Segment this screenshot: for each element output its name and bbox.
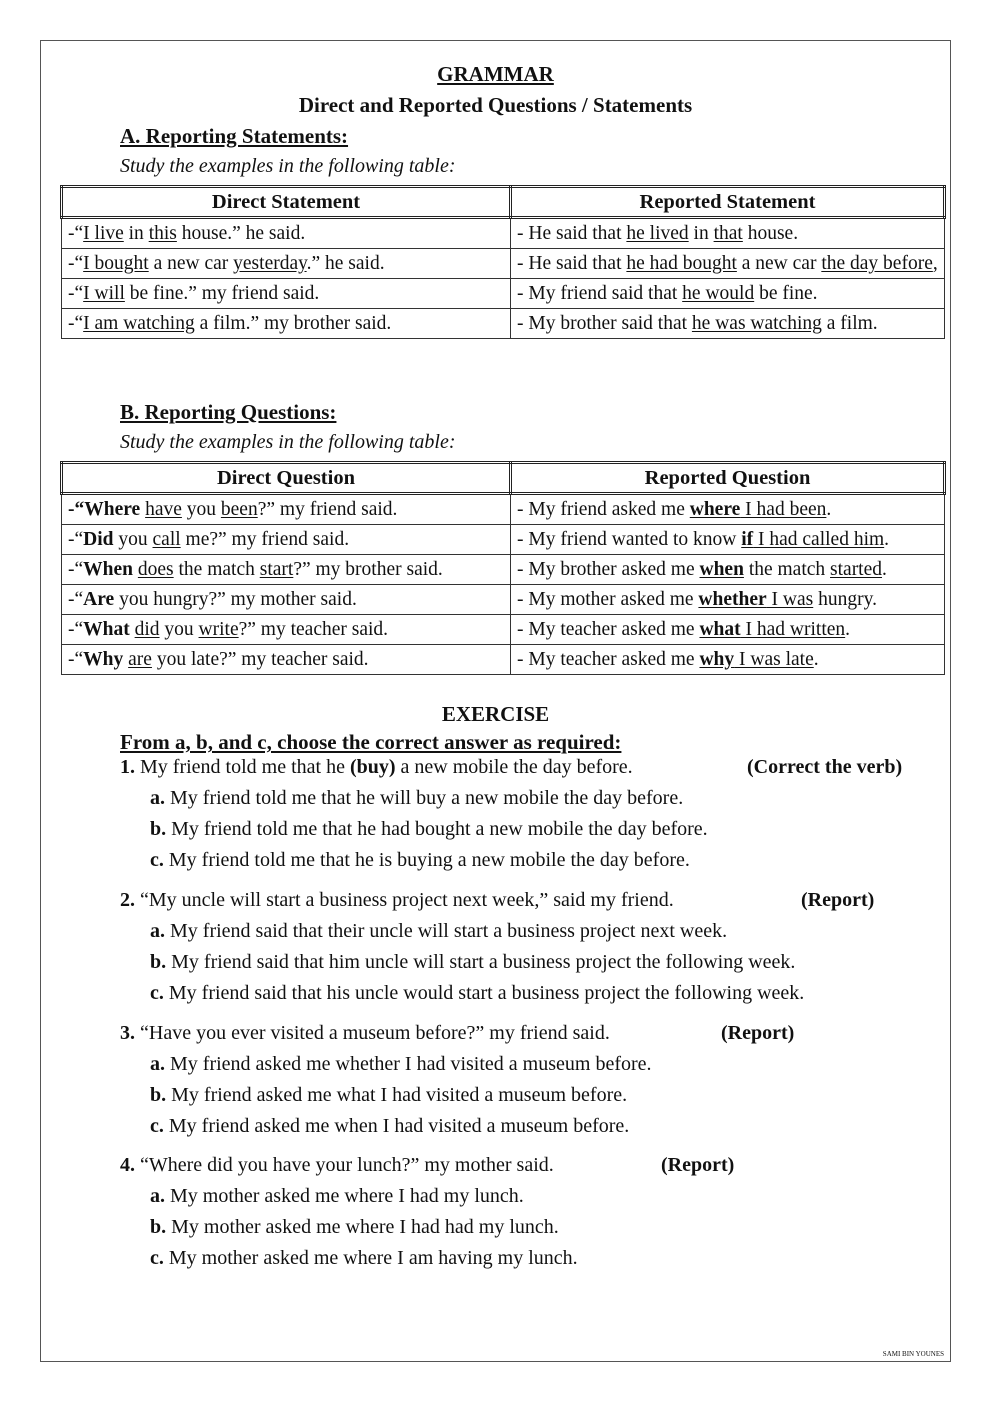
option-text: My friend told me that he will buy a new mobile the day before. — [170, 787, 684, 809]
option-text: My mother asked me where I had my lunch. — [170, 1185, 524, 1207]
text-segment: -“ — [68, 529, 84, 550]
direct-cell — [62, 525, 511, 555]
table-row — [62, 494, 945, 525]
text-segment: house. — [742, 223, 799, 244]
text-segment: -“ — [68, 649, 84, 670]
exercise-instruction: From a, b, and c, choose the correct answer as required: — [120, 730, 622, 754]
text-segment: start — [259, 559, 294, 580]
text-segment: Are — [83, 589, 115, 610]
text-segment: be fine.” my friend said. — [124, 283, 320, 304]
text-segment: you — [113, 529, 153, 550]
section-a-heading: A. Reporting Statements: — [120, 124, 349, 148]
answer-option[interactable] — [150, 1185, 524, 1208]
table-row — [62, 249, 945, 279]
reported-cell — [511, 309, 945, 339]
answer-option[interactable] — [150, 849, 690, 872]
question-instruction-tag: (Report) — [721, 1022, 795, 1044]
statements-table — [60, 185, 946, 339]
text-segment: -“ — [68, 313, 84, 334]
text-segment: - My brother asked me — [517, 559, 700, 580]
text-segment: -“ — [68, 223, 84, 244]
text-segment: - My teacher asked me — [517, 619, 700, 640]
option-text: My friend asked me when I had visited a museum before. — [168, 1115, 630, 1137]
text-segment: -“ — [68, 253, 84, 274]
text-segment: why — [699, 649, 735, 670]
reported-cell — [511, 525, 945, 555]
text-segment: . — [826, 499, 832, 520]
text-segment: , — [932, 253, 938, 274]
text-segment: I live — [83, 223, 124, 244]
section-a-instruction: Study the examples in the following table: — [120, 155, 456, 177]
text-segment: ?” my brother said. — [293, 559, 443, 580]
text-segment: I had been — [740, 499, 827, 520]
text-segment: been — [220, 499, 258, 520]
direct-cell — [62, 218, 511, 249]
option-text: My friend asked me what I had visited a museum before. — [171, 1084, 628, 1106]
question-num: 3. — [120, 1022, 135, 1044]
option-letter: c. — [150, 1247, 164, 1269]
question-text: “Where did you have your lunch?” my mother said. — [135, 1154, 554, 1176]
question-4 — [120, 1154, 554, 1177]
text-segment: -“ — [68, 559, 84, 580]
text-segment: have — [145, 499, 182, 520]
answer-option[interactable] — [150, 982, 804, 1005]
text-segment: Did — [83, 529, 114, 550]
table-row — [62, 525, 945, 555]
option-letter: c. — [150, 1115, 164, 1137]
question-instruction-tag: (Report) — [801, 889, 875, 911]
answer-option[interactable] — [150, 1084, 627, 1107]
answer-option[interactable] — [150, 1115, 629, 1138]
option-letter: c. — [150, 849, 164, 871]
direct-cell — [62, 615, 511, 645]
text-segment: be fine. — [754, 283, 818, 304]
text-segment: he would — [682, 283, 755, 304]
text-segment: I had called him — [753, 529, 885, 550]
option-text: My friend said that his uncle would start a business project the following week. — [168, 982, 805, 1004]
reported-cell — [511, 494, 945, 525]
text-segment: . — [882, 559, 887, 580]
text-segment: a new car — [736, 253, 822, 274]
option-letter: a. — [150, 787, 165, 809]
section-b-heading: B. Reporting Questions: — [120, 400, 337, 424]
text-segment: you hungry?” my mother said. — [114, 589, 357, 610]
exercise-title: EXERCISE — [441, 702, 550, 726]
text-segment: - My friend asked me — [517, 499, 690, 520]
text-segment: this — [148, 223, 177, 244]
text-segment: if — [741, 529, 754, 550]
reported-cell — [511, 615, 945, 645]
column-header: Reported Statement — [511, 187, 945, 218]
table-row — [62, 585, 945, 615]
question-rest: a new mobile the day before. — [395, 756, 633, 778]
answer-option[interactable] — [150, 1247, 578, 1270]
text-segment: he lived — [626, 223, 689, 244]
text-segment: - My mother asked me — [517, 589, 699, 610]
table-row — [62, 218, 945, 249]
text-segment: yesterday — [233, 253, 307, 274]
text-segment: - My friend said that — [517, 283, 683, 304]
reported-cell — [511, 585, 945, 615]
text-segment: ?” my friend said. — [257, 499, 398, 520]
table-row — [62, 555, 945, 585]
direct-cell — [62, 645, 511, 675]
text-segment: Why — [83, 649, 124, 670]
text-segment: I was late — [734, 649, 814, 670]
column-header: Reported Question — [511, 463, 945, 494]
reported-cell — [511, 279, 945, 309]
reported-cell — [511, 249, 945, 279]
text-segment: hungry. — [813, 589, 877, 610]
answer-option[interactable] — [150, 920, 727, 943]
text-segment: started — [830, 559, 883, 580]
text-segment: -“ — [68, 619, 84, 640]
text-segment: a film. — [821, 313, 878, 334]
answer-option[interactable] — [150, 818, 708, 841]
text-segment: you late?” my teacher said. — [151, 649, 369, 670]
text-segment: where — [689, 499, 741, 520]
option-text: My friend told me that he had bought a new mobile the day before. — [171, 818, 708, 840]
text-segment: you — [159, 619, 199, 640]
option-letter: b. — [150, 818, 167, 840]
column-header: Direct Question — [62, 463, 511, 494]
text-segment: does — [137, 559, 174, 580]
option-letter: a. — [150, 920, 165, 942]
question-bold: (buy) — [349, 756, 396, 778]
text-segment: did — [134, 619, 160, 640]
option-letter: b. — [150, 951, 167, 973]
direct-cell — [62, 555, 511, 585]
text-segment: -“ — [68, 499, 85, 520]
question-1 — [120, 756, 633, 779]
option-letter: b. — [150, 1216, 167, 1238]
table-row — [62, 645, 945, 675]
page-title: GRAMMAR — [437, 62, 554, 86]
text-segment: . — [813, 649, 819, 670]
option-text: My friend said that their uncle will start a business project next week. — [170, 920, 728, 942]
question-text: “My uncle will start a business project next week,” said my friend. — [135, 889, 674, 911]
direct-cell — [62, 494, 511, 525]
question-text: “Have you ever visited a museum before?” my friend said. — [135, 1022, 610, 1044]
text-segment: me?” my friend said. — [180, 529, 350, 550]
text-segment: . — [845, 619, 851, 640]
text-segment: that — [713, 223, 743, 244]
text-segment: I will — [83, 283, 125, 304]
section-b-instruction: Study the examples in the following table: — [120, 431, 456, 453]
text-segment: .” he said. — [306, 253, 385, 274]
option-letter: c. — [150, 982, 164, 1004]
text-segment: whether — [698, 589, 767, 610]
text-segment: the match — [743, 559, 831, 580]
text-segment: write — [198, 619, 239, 640]
text-segment: house.” he said. — [176, 223, 306, 244]
text-segment: - My teacher asked me — [517, 649, 700, 670]
text-segment: are — [128, 649, 152, 670]
table-row — [62, 279, 945, 309]
direct-cell — [62, 585, 511, 615]
text-segment: - He said that — [517, 223, 627, 244]
text-segment: in — [123, 223, 149, 244]
text-segment: ?” my teacher said. — [238, 619, 389, 640]
question-text: My friend told me that he — [135, 756, 350, 778]
text-segment: what — [699, 619, 741, 640]
text-segment: - He said that — [517, 253, 627, 274]
question-num: 4. — [120, 1154, 135, 1176]
answer-option[interactable] — [150, 1053, 652, 1076]
option-letter: b. — [150, 1084, 167, 1106]
text-segment: he had bought — [626, 253, 737, 274]
question-2 — [120, 889, 674, 912]
table-row — [62, 615, 945, 645]
column-header: Direct Statement — [62, 187, 511, 218]
text-segment: he was watching — [691, 313, 822, 334]
option-text: My friend asked me whether I had visited a museum before. — [170, 1053, 652, 1075]
option-text: My friend told me that he is buying a new mobile the day before. — [168, 849, 690, 871]
text-segment: . — [884, 529, 890, 550]
option-text: My mother asked me where I had had my lunch. — [171, 1216, 559, 1238]
text-segment: When — [83, 559, 134, 580]
text-segment: I bought — [83, 253, 149, 274]
question-num: 2. — [120, 889, 135, 911]
text-segment: the match — [173, 559, 260, 580]
text-segment: I had written — [740, 619, 846, 640]
text-segment: - My brother said that — [517, 313, 692, 334]
questions-table — [60, 461, 946, 675]
question-instruction-tag: (Correct the verb) — [747, 756, 903, 778]
text-segment: the day before — [821, 253, 933, 274]
text-segment: -“ — [68, 283, 84, 304]
text-segment: I am watching — [83, 313, 195, 334]
answer-option[interactable] — [150, 951, 795, 974]
text-segment: I was — [766, 589, 814, 610]
text-segment: you — [181, 499, 221, 520]
text-segment: Where — [84, 499, 141, 520]
direct-cell — [62, 249, 511, 279]
reported-cell — [511, 555, 945, 585]
direct-cell — [62, 309, 511, 339]
table-row — [62, 309, 945, 339]
text-segment: when — [699, 559, 744, 580]
text-segment: in — [688, 223, 714, 244]
page-subtitle: Direct and Reported Questions / Statements — [298, 93, 693, 117]
text-segment: -“ — [68, 589, 84, 610]
reported-cell — [511, 645, 945, 675]
direct-cell — [62, 279, 511, 309]
text-segment: - My friend wanted to know — [517, 529, 742, 550]
text-segment: What — [83, 619, 130, 640]
question-3 — [120, 1022, 610, 1045]
answer-option[interactable] — [150, 1216, 559, 1239]
footer-author: SAMI BIN YOUNES — [882, 1350, 944, 1358]
question-instruction-tag: (Report) — [661, 1154, 735, 1176]
question-num: 1. — [120, 756, 135, 778]
option-letter: a. — [150, 1053, 165, 1075]
reported-cell — [511, 218, 945, 249]
option-letter: a. — [150, 1185, 165, 1207]
option-text: My mother asked me where I am having my lunch. — [168, 1247, 578, 1269]
text-segment: a film.” my brother said. — [194, 313, 392, 334]
text-segment: a new car — [148, 253, 234, 274]
answer-option[interactable] — [150, 787, 683, 810]
text-segment: call — [152, 529, 181, 550]
option-text: My friend said that him uncle will start a business project the following week. — [171, 951, 796, 973]
